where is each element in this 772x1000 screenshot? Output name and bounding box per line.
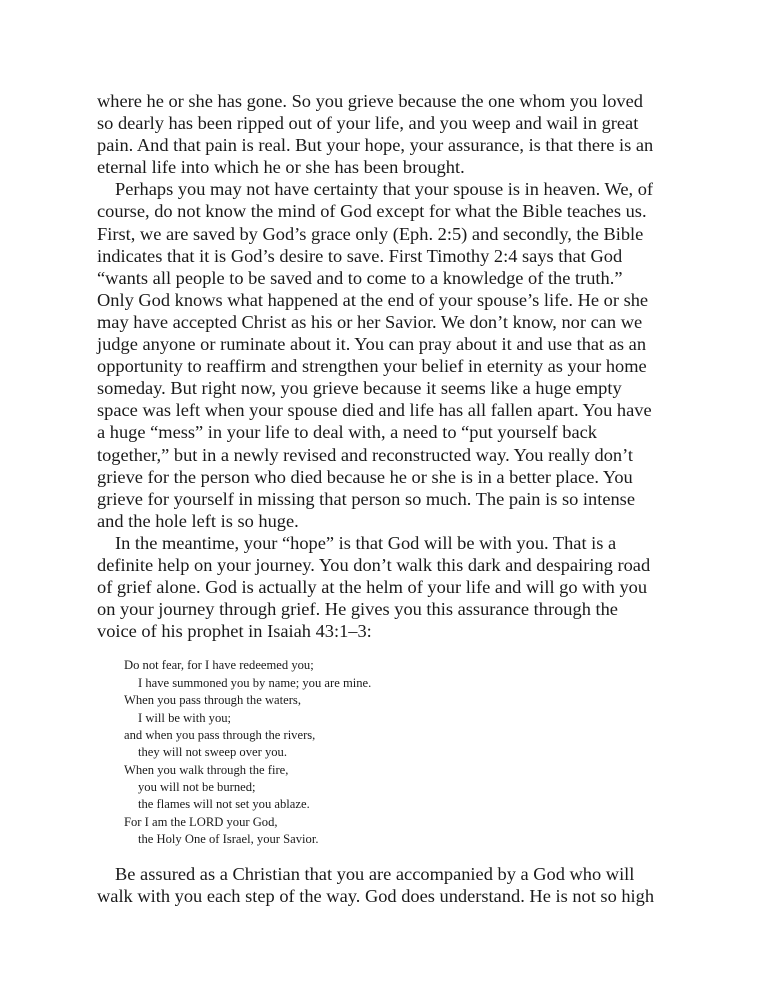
quote-line: When you walk through the fire, bbox=[124, 762, 289, 777]
text-line: grieve for the person who died because he or she is in a better place. You bbox=[97, 466, 633, 487]
scripture-quote bbox=[124, 657, 677, 848]
text-line: walk with you each step of the way. God does understand. He is not so high bbox=[97, 885, 655, 906]
text-line: space was left when your spouse died and life has all fallen apart. You have bbox=[97, 400, 652, 421]
text-line: course, do not know the mind of God except for what the Bible teaches us. bbox=[97, 201, 647, 222]
text-line: definite help on your journey. You don’t walk this dark and despairing road bbox=[97, 554, 651, 575]
text-line: so dearly has been ripped out of your life, and you weep and wail in great bbox=[97, 113, 639, 134]
text-line: In the meantime, your “hope” is that God will be with you. That is a bbox=[115, 532, 617, 553]
quote-line: I will be with you; bbox=[138, 710, 232, 725]
text-line: of grief alone. God is actually at the helm of your life and will go with you bbox=[97, 577, 648, 598]
quote-line: the Holy One of Israel, your Savior. bbox=[138, 832, 319, 847]
paragraph-2 bbox=[97, 178, 677, 532]
text-line: Perhaps you may not have certainty that your spouse is in heaven. We, of bbox=[115, 179, 654, 200]
quote-line: For I am the LORD your God, bbox=[124, 814, 278, 829]
text-line: on your journey through grief. He gives you this assurance through the bbox=[97, 599, 618, 620]
document-page bbox=[97, 90, 677, 907]
text-line: eternal life into which he or she has been brought. bbox=[97, 157, 465, 178]
text-line: may have accepted Christ as his or her Savior. We don’t know, nor can we bbox=[97, 311, 643, 332]
text-line: voice of his prophet in Isaiah 43:1–3: bbox=[97, 621, 372, 642]
text-line: First, we are saved by God’s grace only (Eph. 2:5) and secondly, the Bible bbox=[97, 223, 644, 244]
text-line: where he or she has gone. So you grieve because the one whom you loved bbox=[97, 91, 643, 111]
quote-line: Do not fear, for I have redeemed you; bbox=[124, 658, 314, 673]
quote-line: and when you pass through the rivers, bbox=[124, 727, 316, 742]
quote-line: you will not be burned; bbox=[138, 780, 256, 795]
text-line: pain. And that pain is real. But your hope, your assurance, is that there is an bbox=[97, 135, 654, 156]
quote-line: I have summoned you by name; you are mine. bbox=[138, 675, 372, 690]
quote-line: When you pass through the waters, bbox=[124, 693, 301, 708]
text-line: indicates that it is God’s desire to save. First Timothy 2:4 says that God bbox=[97, 245, 623, 266]
paragraph-4 bbox=[97, 863, 677, 907]
text-line: someday. But right now, you grieve because it seems like a huge empty bbox=[97, 378, 622, 399]
paragraph-3 bbox=[97, 532, 677, 642]
quote-line: they will not sweep over you. bbox=[138, 745, 287, 760]
text-line: a huge “mess” in your life to deal with, a need to “put yourself back bbox=[97, 422, 597, 443]
quote-line: the flames will not set you ablaze. bbox=[138, 797, 310, 812]
text-line: opportunity to reaffirm and strengthen your belief in eternity as your home bbox=[97, 356, 647, 377]
text-line: judge anyone or ruminate about it. You can pray about it and use that as an bbox=[97, 334, 647, 355]
text-line: Be assured as a Christian that you are accompanied by a God who will bbox=[115, 863, 635, 884]
text-line: grieve for yourself in missing that person so much. The pain is so intense bbox=[97, 488, 636, 509]
text-line: and the hole left is so huge. bbox=[97, 510, 299, 531]
text-line: “wants all people to be saved and to come to a knowledge of the truth.” bbox=[97, 267, 623, 288]
paragraph-1 bbox=[97, 90, 677, 178]
text-line: Only God knows what happened at the end of your spouse’s life. He or she bbox=[97, 289, 649, 310]
text-line: together,” but in a newly revised and reconstructed way. You really don’t bbox=[97, 444, 634, 465]
